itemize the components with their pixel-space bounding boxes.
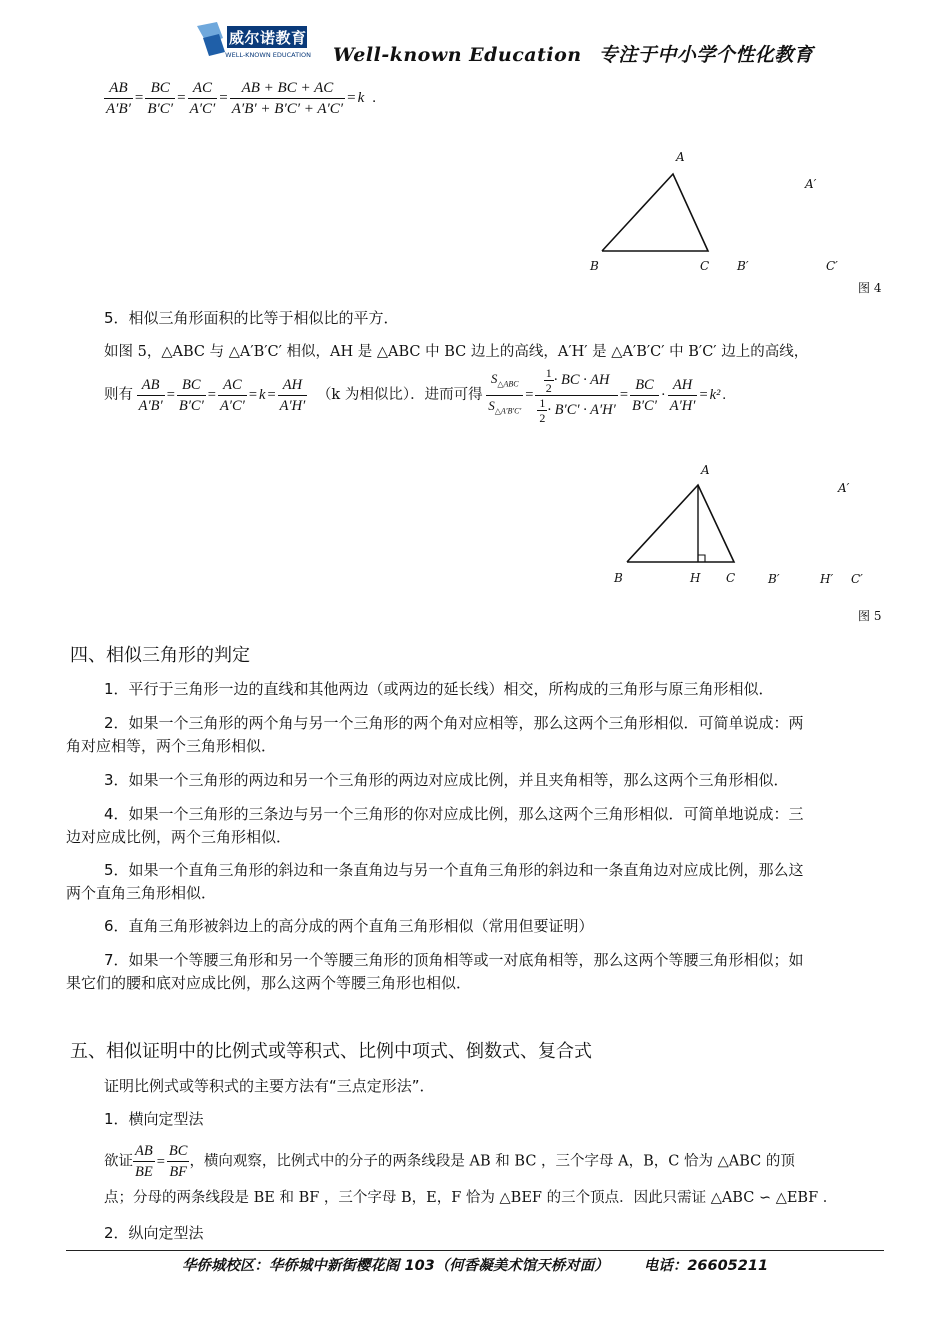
fig5-label-C-prime: C′ [851,572,863,586]
area-S: S [488,398,495,413]
brand-en: Well-known Education [333,44,582,66]
fig5-label-B-prime: B′ [768,572,780,586]
figure-4-triangle [560,150,880,300]
fraction [133,1141,155,1182]
numerator: BC [167,1141,190,1162]
logo-text-cn: 威尔诺教育 [229,29,307,47]
criterion-3: 3．如果一个三角形的两边和另一个三角形的两边对应成比例，并且夹角相等，那么这两个三角形相似． [104,771,789,789]
fraction [230,78,345,119]
method-2-title: 2．纵向定型法 [104,1224,204,1242]
method-1-line1: 欲证 $\frac{AB}{BE}$ = $\frac{BC}{BF}$ ，横向观察，比例式中的分子的两条线段是 AB 和 BC ，三个字母 A，B，C 恰为 △ABC 的顶 [104,1143,795,1180]
half-num: 1 [539,396,546,410]
fraction [668,375,698,416]
fig5-label-H: H [690,571,701,585]
logo [193,18,311,64]
denominator: B′C′ [632,398,657,414]
fig5-label-H-prime: H′ [820,572,834,586]
equation-area-ratio: 则有 $\frac{AB}{A'B'}$ = $\frac{BC}{B'C'}$ = $\frac{AC}{A'C'}$ = k = $\frac{AH}{A'H'}$ （k 为相似比）．进而可得 $\frac{S_{\triangle ABC}}{S_{\triangle A'B'C'}}$ = $\frac{1}{2}$ · BC · AH $\frac{1}{2}$ · B′C′ · A′H′ = $\frac{BC}{B'C'}$ · $\frac{AH}{A'H'}$ = k² . [104,366,727,425]
denominator: A′B′ [138,398,163,414]
footer-address: 华侨城校区：华侨城中新街樱花阁 103（何香凝美术馆天桥对面） [181,1258,609,1274]
fig4-caption: 图 4 [858,281,882,295]
fraction [278,375,308,416]
ratio-k: k [357,89,365,106]
numerator: AB + BC + AC [230,78,345,99]
fraction [104,78,133,119]
fig4-label-B: B [590,259,599,273]
criterion-4-cont: 边对应成比例，两个三角形相似． [66,828,292,846]
denominator: A′B′ + B′C′ + A′C′ [231,101,344,117]
then-label: 则有 [104,386,133,403]
section-4-heading: 四、相似三角形的判定 [70,645,250,666]
footer-divider [66,1250,884,1251]
denominator: A′H′ [279,398,306,414]
brand-cn: 专注于中小学个性化教育 [598,44,814,66]
denominator: B′C′ [147,101,174,117]
fraction [188,78,218,119]
brand-tagline [333,40,813,67]
half-num: 1 [545,366,552,380]
denominator: A′C′ [189,101,216,117]
section-5-heading: 五、相似证明中的比例式或等积式、比例中项式、倒数式、复合式 [70,1041,592,1062]
numerator: AH [668,375,698,396]
method-1-line2: 点；分母的两条线段是 BE 和 BF ，三个字母 B，E，F 恰为 △BEF 的三个顶点．因此只需证 △ABC ∽ △EBF ． [104,1190,838,1206]
top-expr: · BC · AH [553,371,610,388]
numerator: BC [177,375,206,396]
fraction [145,78,175,119]
fig4-label-C-prime: C′ [826,259,838,273]
denominator: A′H′ [669,398,696,414]
numerator: AB [137,375,165,396]
numerator: BC [145,78,175,99]
ratio-note: （k 为相似比）．进而可得 [316,386,483,403]
half-den: 2 [539,411,546,425]
area-fraction [486,369,523,421]
criterion-5-cont: 两个直角三角形相似． [66,884,217,902]
fig4-label-B-prime: B′ [737,259,749,273]
numerator: AC [218,375,247,396]
numerator: BC [630,375,659,396]
fraction [218,375,247,416]
fig4-label-A-prime: A′ [805,177,817,191]
section-5-intro: 证明比例式或等积式的主要方法有“三点定形法”． [104,1077,435,1095]
criterion-2-cont: 角对应相等，两个三角形相似． [66,737,277,755]
subscript: △A′B′C′ [494,406,522,416]
denominator: B′C′ [178,398,204,414]
fig5-label-B: B [614,571,623,585]
numerator: AC [188,78,218,99]
criterion-5: 5．如果一个直角三角形的斜边和一条直角边与另一个直角三角形的斜边和一条直角边对应成比例，那么这 [104,861,804,879]
compound-fraction [535,366,617,425]
fraction [167,1141,190,1182]
method-1-explanation: ，横向观察，比例式中的分子的两条线段是 AB 和 BC ，三个字母 A，B，C 恰为 △ABC 的顶 [189,1153,795,1170]
fig4-label-C: C [700,259,710,273]
criterion-1: 1．平行于三角形一边的直线和其他两边（或两边的延长线）相交，所构成的三角形与原三角形相似． [104,680,774,698]
footer-phone: 电话：26605211 [643,1258,769,1274]
half-den: 2 [545,381,552,395]
criterion-2: 2．如果一个三角形的两个角与另一个三角形的两个角对应相等，那么这两个三角形相似．可简单说成：两 [104,714,804,732]
fraction [177,375,206,416]
bot-expr: · B′C′ · A′H′ [547,401,616,418]
fig5-label-A: A [701,463,710,477]
equation-ratio-sum: $\frac{AB}{A'B'}$ = $\frac{BC}{B'C'}$ = $\frac{AC}{A'C'}$ = $\frac{AB + BC + AC}{A'B' + B'C' + A'C'}$ = k . [106,80,376,117]
denominator: BF [169,1164,188,1180]
k-squared: k² [709,386,721,403]
criterion-4: 4．如果一个三角形的三条边与另一个三角形的你对应成比例，那么这两个三角形相似．可简单地说成：三 [104,805,804,823]
area-S: S [490,371,498,387]
period: . [372,89,376,106]
fig4-label-A: A [676,150,685,164]
denominator: BE [135,1164,153,1180]
criterion-7: 7．如果一个等腰三角形和另一个等腰三角形的顶角相等或一对底角相等，那么这两个等腰三角形相似；如 [104,951,804,969]
ratio-k: k [259,386,266,403]
criterion-6: 6．直角三角形被斜边上的高分成的两个直角三角形相似（常用但要证明） [104,917,594,935]
fig5-label-C: C [726,571,736,585]
to-prove-label: 欲证 [104,1153,133,1170]
numerator: AB [133,1141,155,1162]
criterion-7-cont: 果它们的腰和底对应成比例，那么这两个等腰三角形也相似． [66,974,472,992]
fraction [630,375,659,416]
denominator: A′C′ [219,398,245,414]
fraction [137,375,165,416]
property-5: 5．相似三角形面积的比等于相似比的平方． [104,309,399,327]
footer [0,1254,950,1275]
fig5-caption: 图 5 [858,609,882,623]
denominator: A′B′ [106,101,131,117]
figure5-description: 如图 5，△ABC 与 △A′B′C′ 相似，AH 是 △ABC 中 BC 边上的高线，A′H′ 是 △A′B′C′ 中 B′C′ 边上的高线， [104,344,809,360]
logo-text-en: WELL-KNOWN EDUCATION [225,51,311,59]
numerator: AH [278,375,308,396]
subscript: △ABC [497,380,519,389]
method-1-title: 1．横向定型法 [104,1110,204,1128]
fig5-label-A-prime: A′ [838,481,850,495]
numerator: AB [104,78,133,99]
